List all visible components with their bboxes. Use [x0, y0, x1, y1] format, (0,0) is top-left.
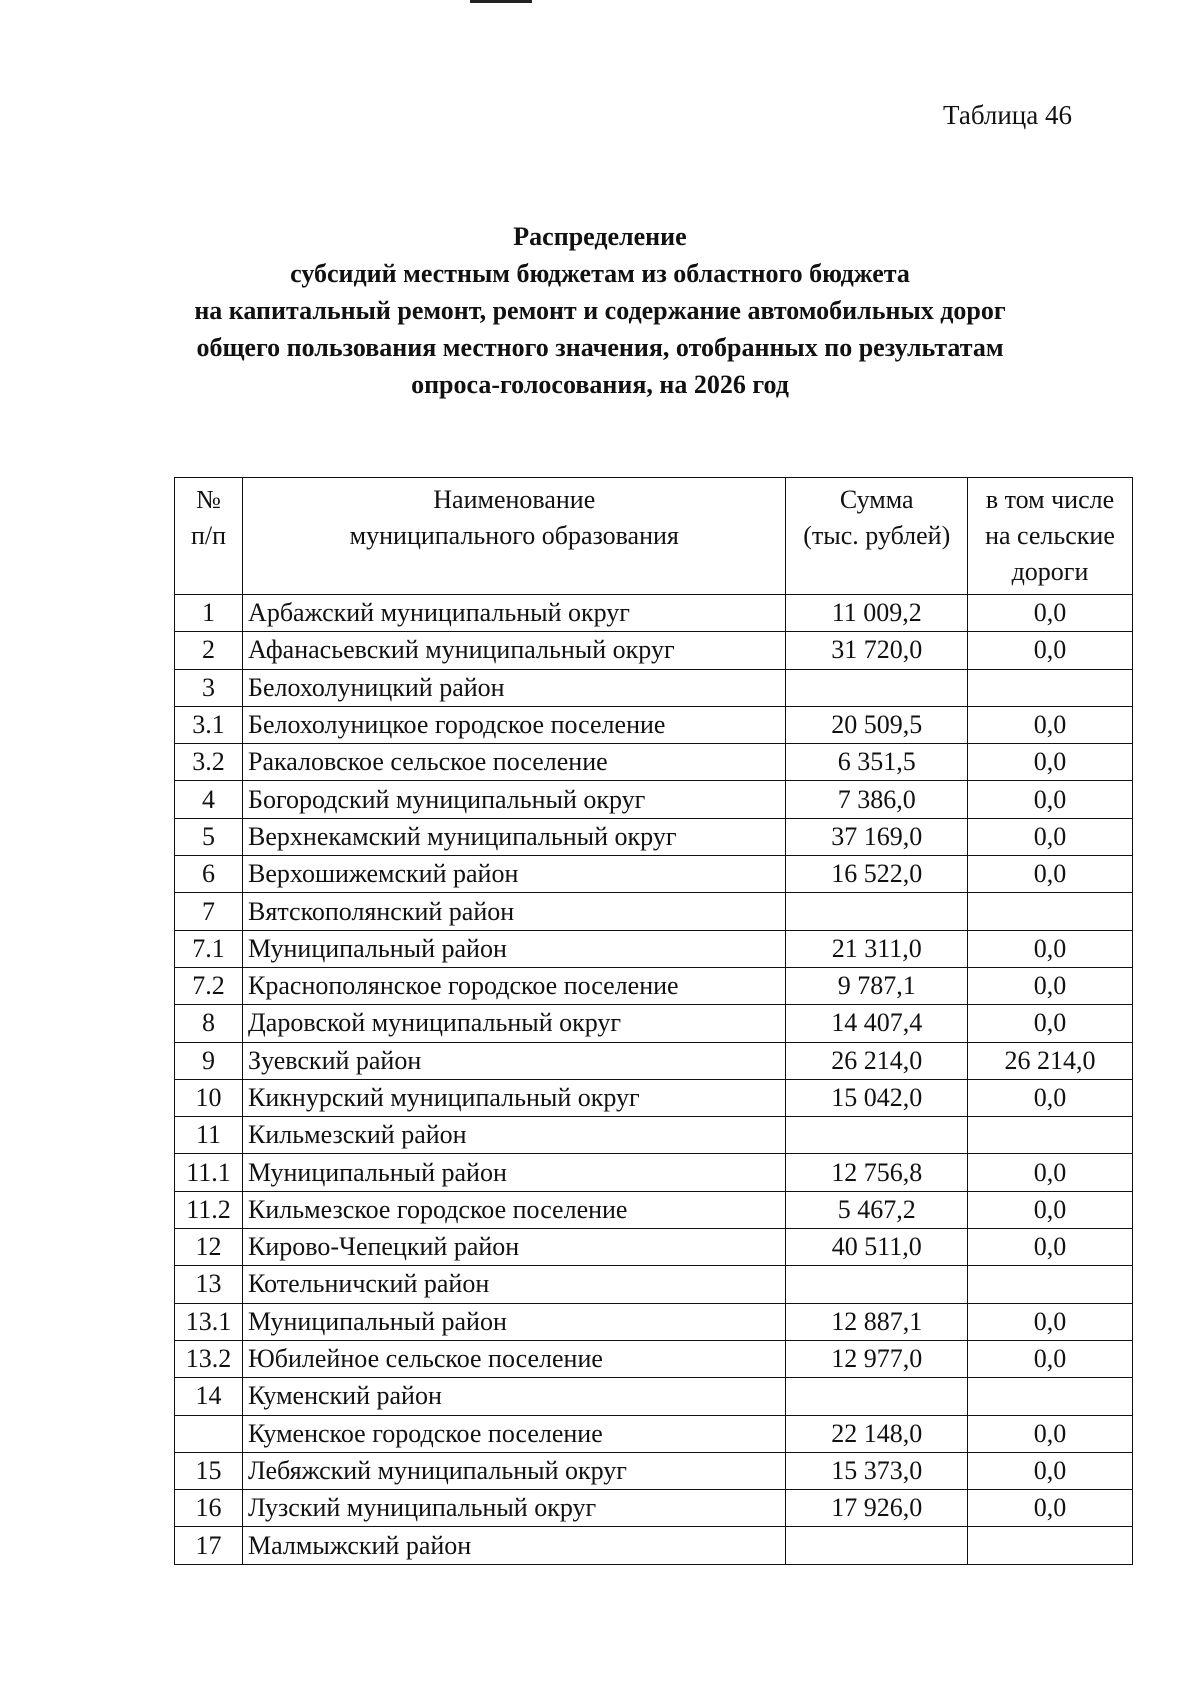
document-title — [150, 218, 1050, 403]
table-row — [175, 818, 1133, 855]
row-number-cell: 7 — [175, 893, 243, 930]
rural-roads-amount-cell — [967, 893, 1132, 930]
municipality-name-cell: Кильмезский район — [243, 1117, 786, 1154]
header-name-line: Наименование — [433, 485, 596, 514]
header-sum-line: Сумма — [839, 485, 914, 514]
municipality-name-cell: Кирово-Чепецкий район — [243, 1229, 786, 1266]
amount-cell: 12 756,8 — [786, 1154, 967, 1191]
row-number-cell — [175, 1415, 243, 1452]
row-number-cell: 2 — [175, 632, 243, 669]
table-row — [175, 1527, 1133, 1564]
municipality-name-cell: Лузский муниципальный округ — [243, 1490, 786, 1527]
row-number-cell: 7.2 — [175, 967, 243, 1004]
rural-roads-amount-cell — [967, 669, 1132, 706]
rural-roads-amount-cell: 0,0 — [967, 632, 1132, 669]
table-number: Таблица 46 — [943, 100, 1072, 130]
row-number-cell: 6 — [175, 856, 243, 893]
row-number-cell: 12 — [175, 1229, 243, 1266]
municipality-name-cell: Кикнурский муниципальный округ — [243, 1079, 786, 1116]
rural-roads-amount-cell: 0,0 — [967, 930, 1132, 967]
amount-cell — [786, 1117, 967, 1154]
row-number-cell: 4 — [175, 781, 243, 818]
header-sum — [786, 478, 967, 595]
rural-roads-amount-cell: 0,0 — [967, 818, 1132, 855]
row-number-cell: 10 — [175, 1079, 243, 1116]
table-row — [175, 1452, 1133, 1489]
table-row — [175, 632, 1133, 669]
municipality-name-cell: Муниципальный район — [243, 1154, 786, 1191]
row-number-cell: 7.1 — [175, 930, 243, 967]
row-number-cell: 13.1 — [175, 1303, 243, 1340]
row-number-cell: 3.1 — [175, 706, 243, 743]
title-line: субсидий местным бюджетам из областного бюджета — [290, 259, 910, 288]
amount-cell — [786, 1266, 967, 1303]
subsidy-table — [174, 477, 1133, 1565]
amount-cell: 37 169,0 — [786, 818, 967, 855]
municipality-name-cell: Муниципальный район — [243, 930, 786, 967]
row-number-cell: 15 — [175, 1452, 243, 1489]
table-row — [175, 1005, 1133, 1042]
title-line: Распределение — [513, 222, 687, 251]
amount-cell: 40 511,0 — [786, 1229, 967, 1266]
rural-roads-amount-cell: 0,0 — [967, 744, 1132, 781]
rural-roads-amount-cell — [967, 1266, 1132, 1303]
table-row — [175, 669, 1133, 706]
rural-roads-amount-cell: 0,0 — [967, 706, 1132, 743]
municipality-name-cell: Ракаловское сельское поселение — [243, 744, 786, 781]
municipality-name-cell: Афанасьевский муниципальный округ — [243, 632, 786, 669]
table-row — [175, 893, 1133, 930]
table-row — [175, 930, 1133, 967]
rural-roads-amount-cell: 0,0 — [967, 1079, 1132, 1116]
rural-roads-amount-cell: 0,0 — [967, 967, 1132, 1004]
amount-cell: 22 148,0 — [786, 1415, 967, 1452]
table-row — [175, 967, 1133, 1004]
rural-roads-amount-cell — [967, 1527, 1132, 1564]
amount-cell — [786, 1527, 967, 1564]
rural-roads-amount-cell: 0,0 — [967, 1415, 1132, 1452]
municipality-name-cell: Богородский муниципальный округ — [243, 781, 786, 818]
row-number-cell: 11.1 — [175, 1154, 243, 1191]
rural-roads-amount-cell: 0,0 — [967, 1303, 1132, 1340]
row-number-cell: 13.2 — [175, 1340, 243, 1377]
amount-cell: 12 977,0 — [786, 1340, 967, 1377]
table-body — [175, 595, 1133, 1565]
amount-cell: 14 407,4 — [786, 1005, 967, 1042]
row-number-cell: 14 — [175, 1378, 243, 1415]
amount-cell: 7 386,0 — [786, 781, 967, 818]
header-name — [243, 478, 786, 595]
table-row — [175, 1303, 1133, 1340]
amount-cell: 12 887,1 — [786, 1303, 967, 1340]
header-rural-line: дороги — [1011, 557, 1089, 586]
row-number-cell: 8 — [175, 1005, 243, 1042]
row-number-cell: 11.2 — [175, 1191, 243, 1228]
table-row — [175, 1490, 1133, 1527]
rural-roads-amount-cell: 0,0 — [967, 1340, 1132, 1377]
table-row — [175, 706, 1133, 743]
municipality-name-cell: Куменский район — [243, 1378, 786, 1415]
table-row — [175, 1229, 1133, 1266]
table-row — [175, 781, 1133, 818]
amount-cell: 5 467,2 — [786, 1191, 967, 1228]
municipality-name-cell: Зуевский район — [243, 1042, 786, 1079]
top-edge-mark — [470, 0, 532, 3]
rural-roads-amount-cell: 0,0 — [967, 595, 1132, 632]
row-number-cell: 17 — [175, 1527, 243, 1564]
municipality-name-cell: Верхнекамский муниципальный округ — [243, 818, 786, 855]
municipality-name-cell: Куменское городское поселение — [243, 1415, 786, 1452]
row-number-cell: 3 — [175, 669, 243, 706]
row-number-cell: 9 — [175, 1042, 243, 1079]
amount-cell: 15 373,0 — [786, 1452, 967, 1489]
municipality-name-cell: Даровской муниципальный округ — [243, 1005, 786, 1042]
table-row — [175, 1042, 1133, 1079]
rural-roads-amount-cell: 0,0 — [967, 856, 1132, 893]
row-number-cell: 16 — [175, 1490, 243, 1527]
municipality-name-cell: Краснополянское городское поселение — [243, 967, 786, 1004]
amount-cell: 15 042,0 — [786, 1079, 967, 1116]
header-num — [175, 478, 243, 595]
header-rural-line: в том числе — [985, 485, 1115, 514]
municipality-name-cell: Кильмезское городское поселение — [243, 1191, 786, 1228]
header-num-line: № — [196, 485, 221, 514]
table-row — [175, 856, 1133, 893]
header-sum-line: (тыс. рублей) — [803, 521, 951, 550]
rural-roads-amount-cell: 26 214,0 — [967, 1042, 1132, 1079]
amount-cell: 6 351,5 — [786, 744, 967, 781]
header-rural-line: на сельские — [985, 521, 1115, 550]
rural-roads-amount-cell: 0,0 — [967, 1229, 1132, 1266]
amount-cell — [786, 669, 967, 706]
amount-cell: 21 311,0 — [786, 930, 967, 967]
amount-cell: 17 926,0 — [786, 1490, 967, 1527]
rural-roads-amount-cell: 0,0 — [967, 781, 1132, 818]
amount-cell: 31 720,0 — [786, 632, 967, 669]
rural-roads-amount-cell: 0,0 — [967, 1452, 1132, 1489]
amount-cell: 16 522,0 — [786, 856, 967, 893]
table-row — [175, 1340, 1133, 1377]
title-line: опроса-голосования, на 2026 год — [411, 370, 789, 399]
title-line: на капитальный ремонт, ремонт и содержание автомобильных дорог — [194, 296, 1006, 325]
table-row — [175, 1079, 1133, 1116]
header-name-line: муниципального образования — [349, 521, 679, 550]
municipality-name-cell: Котельничский район — [243, 1266, 786, 1303]
table-row — [175, 1154, 1133, 1191]
row-number-cell: 13 — [175, 1266, 243, 1303]
rural-roads-amount-cell: 0,0 — [967, 1490, 1132, 1527]
row-number-cell: 1 — [175, 595, 243, 632]
amount-cell — [786, 893, 967, 930]
header-rural — [967, 478, 1132, 595]
municipality-name-cell: Вятскополянский район — [243, 893, 786, 930]
municipality-name-cell: Белохолуницкий район — [243, 669, 786, 706]
municipality-name-cell: Юбилейное сельское поселение — [243, 1340, 786, 1377]
table-row — [175, 744, 1133, 781]
table-row — [175, 1378, 1133, 1415]
rural-roads-amount-cell — [967, 1117, 1132, 1154]
table-row — [175, 595, 1133, 632]
row-number-cell: 5 — [175, 818, 243, 855]
amount-cell — [786, 1378, 967, 1415]
rural-roads-amount-cell: 0,0 — [967, 1005, 1132, 1042]
header-num-line: п/п — [190, 521, 227, 550]
municipality-name-cell: Белохолуницкое городское поселение — [243, 706, 786, 743]
row-number-cell: 3.2 — [175, 744, 243, 781]
rural-roads-amount-cell: 0,0 — [967, 1154, 1132, 1191]
municipality-name-cell: Муниципальный район — [243, 1303, 786, 1340]
amount-cell: 26 214,0 — [786, 1042, 967, 1079]
municipality-name-cell: Арбажский муниципальный округ — [243, 595, 786, 632]
title-line: общего пользования местного значения, отобранных по результатам — [196, 333, 1004, 362]
table-row — [175, 1266, 1133, 1303]
rural-roads-amount-cell: 0,0 — [967, 1191, 1132, 1228]
amount-cell: 20 509,5 — [786, 706, 967, 743]
table-row — [175, 1415, 1133, 1452]
row-number-cell: 11 — [175, 1117, 243, 1154]
amount-cell: 9 787,1 — [786, 967, 967, 1004]
municipality-name-cell: Малмыжский район — [243, 1527, 786, 1564]
municipality-name-cell: Верхошижемский район — [243, 856, 786, 893]
rural-roads-amount-cell — [967, 1378, 1132, 1415]
table-row — [175, 1191, 1133, 1228]
table-header-row — [175, 478, 1133, 595]
municipality-name-cell: Лебяжский муниципальный округ — [243, 1452, 786, 1489]
amount-cell: 11 009,2 — [786, 595, 967, 632]
table-row — [175, 1117, 1133, 1154]
